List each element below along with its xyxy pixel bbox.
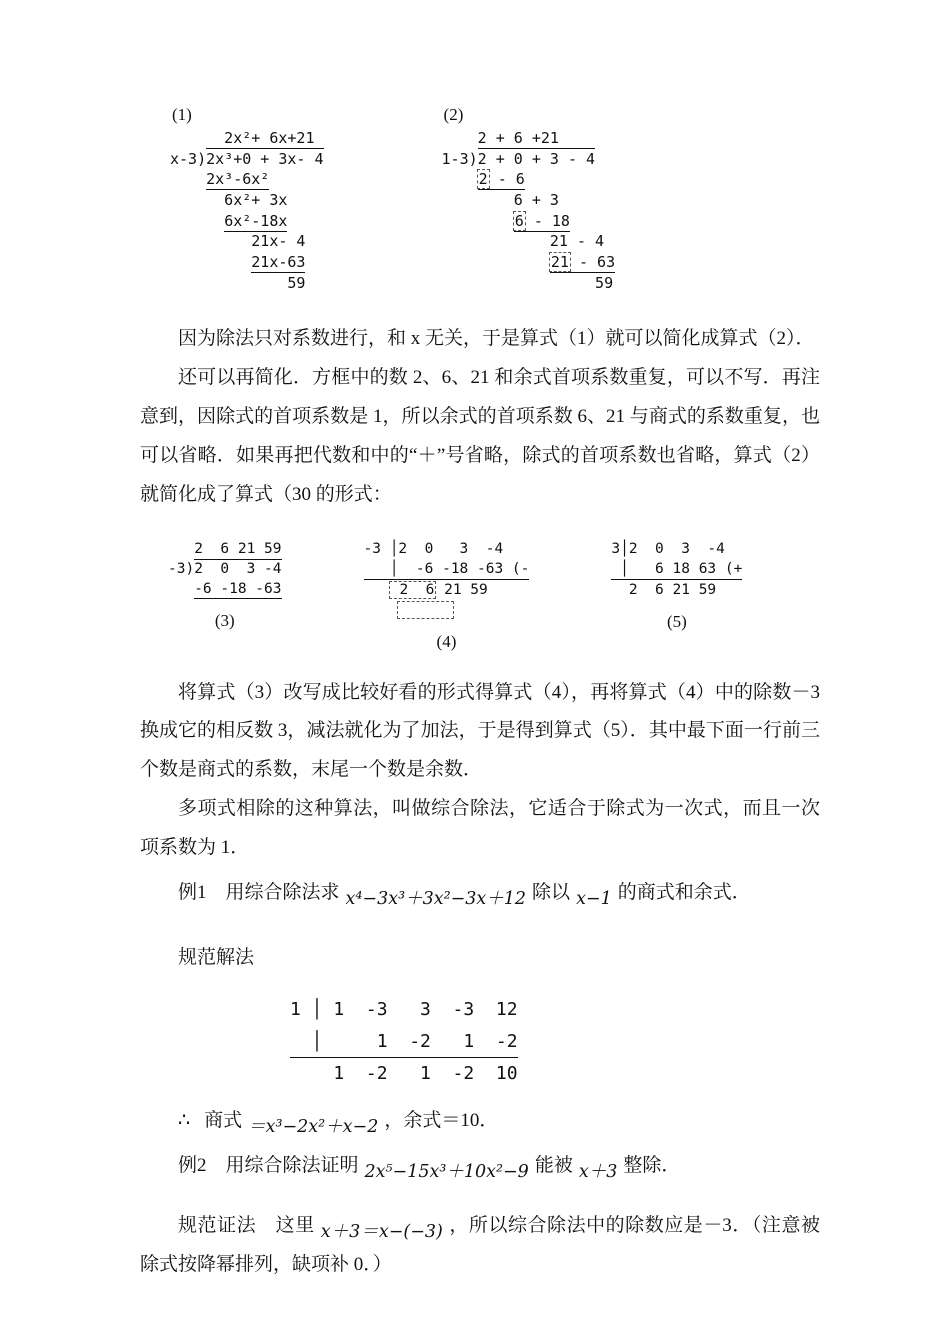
proof-post: ，所以综合除法中的除数应是－3．（注意被除式按降幂排列，缺项补 0．）	[140, 1215, 820, 1276]
synthetic-division-4: -3 │2 0 3 -4 │ -6 -18 -63 (- 2 6 21 59	[364, 539, 530, 620]
figure-1-label: (1)	[172, 105, 192, 124]
paragraph-3: 将算式（3）改写成比较好看的形式得算式（4），再将算式（4）中的除数－3 换成它的相反数 3，减法就化为了加法，于是得到算式（5）．其中最下面一行前三个数是商式的系数，末尾一个数是余数．	[140, 681, 820, 781]
example-2-mid: 能被	[534, 1154, 573, 1176]
figure-2-label: (2)	[443, 105, 464, 124]
example-1-dividend-formula: x⁴−3x³＋3x²−3x＋12	[345, 889, 527, 910]
paragraph-4: 多项式相除的这种算法，叫做综合除法，它适合于除式为一次式，而且一次项系数为 1．	[140, 798, 820, 859]
example-1-divisor-formula: x−1	[576, 889, 612, 910]
example-2-divisor-formula: x＋3	[578, 1161, 618, 1182]
long-division-figures	[170, 105, 820, 294]
proof-pre: 规范证法 这里	[178, 1215, 315, 1237]
figure-3-block	[168, 539, 282, 631]
long-division-coefficients: 2 + 6 +21 1-3)2 + 0 + 3 - 4 2 - 6 6 + 3 6 - 18 21 - 4 21 - 63 59	[441, 129, 616, 292]
example-2-statement	[140, 1147, 820, 1186]
synthetic-division-figures	[168, 539, 820, 652]
quotient-formula: ＝x³−2x²＋x−2	[248, 1116, 379, 1137]
synthetic-division-3: 2 6 21 59 -3)2 0 3 -4 -6 -18 -63	[168, 540, 282, 597]
proof-paragraph	[140, 1207, 820, 1285]
example-1-work-area	[140, 986, 820, 1096]
therefore-symbol: ∴	[178, 1109, 191, 1131]
example-2-dividend-formula: 2x⁵−15x³＋10x²−9	[364, 1161, 529, 1182]
figure-3-label: (3)	[214, 610, 235, 630]
proof-formula: x＋3＝x−(−3)	[320, 1222, 443, 1243]
conclusion-post: ，余式＝10．	[384, 1109, 499, 1131]
paragraph-2: 还可以再简化．方框中的数 2、6、21 和余式首项系数重复，可以不写．再注意到，因除式的首项系数是 1，所以余式的首项系数 6、21 与商式的系数重复，也可以省略．如果再把代数和中的“＋”号省略，除式的首项系数也省略，算式（2）就简化成了算式（30 的形式：	[140, 366, 820, 505]
example-1-post: 的商式和余式．	[617, 882, 751, 904]
paragraph-1: 因为除法只对系数进行，和 x 无关，于是算式（1）就可以简化成算式（2）．	[178, 327, 815, 349]
example-2-post: 整除．	[623, 1154, 681, 1176]
example-1-statement	[140, 874, 820, 913]
synthetic-division-5: 3│2 0 3 -4 │ 6 18 63 (+ 2 6 21 59	[611, 540, 743, 598]
figure-5-block	[611, 539, 742, 632]
figure-4-block	[364, 539, 530, 652]
example-1-mid: 除以	[532, 882, 571, 904]
figure-2-block	[442, 105, 616, 294]
long-division-polynomial: 2x²+ 6x+21 x-3)2x³+0 + 3x- 4 2x³-6x² 6x²+ 3x 6x²-18x 21x- 4 21x-63 59	[170, 129, 324, 292]
solution-label: 规范解法	[178, 947, 255, 969]
example-1-synthetic-division-table: 1 │ 1 -3 3 -3 12 │ 1 -2 1 -2 1 -2 1 -2 10	[290, 999, 518, 1085]
figure-1-block	[170, 105, 324, 294]
example-1-pre: 例1 用综合除法求	[178, 882, 340, 904]
figure-4-label: (4)	[436, 631, 457, 651]
conclusion-line	[140, 1102, 820, 1141]
figure-5-label: (5)	[666, 611, 687, 631]
conclusion-pre: 商式	[204, 1109, 243, 1131]
example-2-pre: 例2 用综合除法证明	[178, 1154, 359, 1176]
